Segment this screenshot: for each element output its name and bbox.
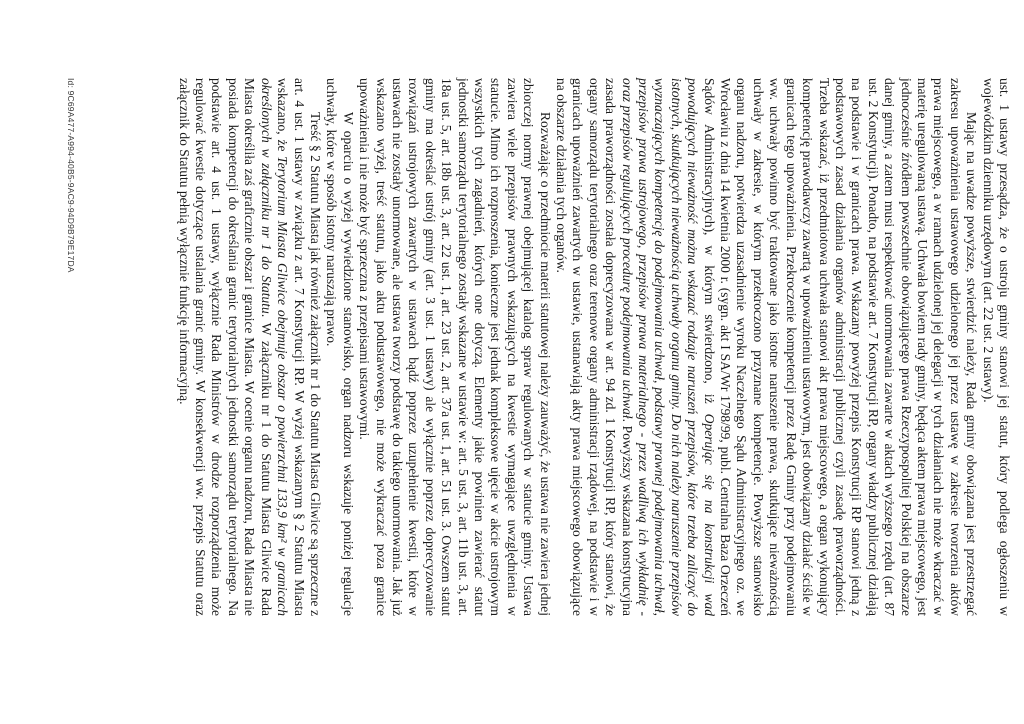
document-id-footer: Id: 9C69A477-A994-40B5-9AC9-94D9B79E17DA [66, 78, 76, 273]
court-quotation: Operując się na konstrukcji wad powodujących nieważność można wskazać rodzaje naruszeń przepisów, które trzeba zaliczyć do istotnych, skutkujących nieważnością uchwały organu gminy. Do nich należy naruszenie przepisów wyznaczających kompetencję do podejmowania uchwał, podstawy prawnej podejmowania uchwał, przepisów prawa ustrojowego, przepisów prawa materialnego - przez wadliwą ich wykładnię - oraz przepisów regulujących procedurę podejmowania uchwał [619, 78, 717, 617]
paragraph-text: . W załączniku nr 1 do Statutu Miasta Gliwice Rada Miasta określiła zaś graficznie obszar i granice Miasta. W ocenie organu nadzoru, Rada Miasta nie posiada kompetencji do określania granic terytorialnych jednostki samorządu terytorialnego. Na podstawie art. 4 ust. 1 ustawy, wyłącznie Rada Ministrów w drodze rozporządzenia może regulować kwestie dotyczące ustalania granic gminy. W konsekwencji ww. przepis Statutu oraz załącznik do Statutu pełnią wyłącznie funkcję informacyjną. [176, 78, 274, 616]
paragraph-supervisory-position: W oparciu o wyżej wywiedzione stanowisko, organ nadzoru wskazuje poniżej regulacje uchwały, które w sposób istotny naruszają prawo. [324, 78, 356, 616]
paragraph-text: Mając na uwadze powyższe, stwierdzić należy, Rada gminy obowiązana jest przestrzegać zakresu upoważnienia ustawowego udzielonego jej przez ustawę w zakresie tworzenia aktów prawa miejscowego, a w ramach udzielonej jej delegacji w tych działaniach nie może wkraczać w materię uregulowaną ustawą. Uchwała bowiem rady gminy, będąca aktem prawa miejscowego, jest jednocześnie źródłem powszechnie obowiązującego prawa Rzeczypospolitej Polskiej na obszarze danej gminy, a zatem musi respektować unormowania zawarte w aktach wyższego rzędu (art. 87 ust. 2 Konstytucji). Ponadto, na podstawie art. 7 Konstytucji RP, organy władzy publicznej działają na podstawie i w granicach prawa. Wskazany powyżej przepis Konstytucji RP stanowi jedną z podstawowych zasad działania organów administracji publicznej czyli zasadę praworządności. Trzeba wskazać, iż przedmiotowa uchwała stanowi akt prawa miejscowego, a organ wykonujący kompetencję prawodawczy zawartą w upoważnieniu ustawowym, jest obowiązany działać ściśle w granicach tego upoważnienia. Przekroczenie kompetencji przez Radę Gminy przy podejmowaniu ww. uchwały powinno być traktowane jako istotne naruszenie prawa, skutkujące nieważnością uchwały w zakresie, w którym przekroczono przyznane kompetencje. Powyższe stanowisko organu nadzoru, potwierdza uzasadnienie wyroku Naczelnego Sądu Administracyjnego oz. we Wrocławiu z dnia 14 kwietnia 2000 r. (sygn. akt I SA/Wr 1798/99, publ. Centralna Baza Orzeczeń Sądów Administracyjnych), w którym stwierdzono, iż [701, 78, 980, 616]
paragraph-text: Treść § 2 Statutu Miasta jak również załącznik nr 1 do Statutu Miasta Gliwice są sprzeczne z art. 4 ust. 1 ustawy w związku z art. 7 Konstytucji RP. W wyżej wskazanym § 2 Statutu Miasta wskazano, że [275, 78, 323, 616]
document-body [175, 78, 1012, 616]
paragraph-section-2-analysis [175, 78, 323, 616]
statute-quotation: Terytorium Miasta Gliwice obejmuje obszar o powierzchni 133,9 km² w granicach określonych w załączniku nr 1 do Statutu [258, 78, 291, 616]
paragraph-statute-ordinance: ust. 1 ustawy przesądza, że o ustroju gminy stanowi jej statut, który podlega ogłoszeniu w wojewódzkim dzienniku urzędowym (art. 22 ust. 2 ustawy). [980, 78, 1012, 616]
paragraph-legal-reasoning [553, 78, 980, 616]
paragraph-statutory-matter: Rozważając o przedmiocie materii statutowej należy zauważyć, że ustawa nie zawiera jednej zbiorczej normy prawnej obejmującej katalog spraw regulowanych w statucie gminy. Ustawa zawiera wiele przepisów prawnych wskazujących na kwestie wymagające uwzględnienia w statucie. Mimo ich rozproszenia, konieczne jest jednak kompleksowe ujęcie w akcie ustrojowym wszystkich tych zagadnień, których one dotyczą. Elementy jakie powinien zawierać statut jednostki samorządu terytorialnego zostały wskazane w ustawie w: art. 5 ust. 3, art. 11b ust. 3, art. 18a ust. 5, art. 18b ust. 3, art. 22 ust. 1, art. 23 ust. 2, art. 37a ust. 1, art. 51 ust. 3. Owszem statut gminy ma określać ustrój gminy (art. 3 ust. 1 ustawy) ale wyłącznie poprzez doprecyzowanie rozwiązań ustrojowych zawartych w ustawach bądź poprzez uzupełnienie kwestii, które w ustawach nie zostały unormowane, ale ustawa tworzy podstawę do takiego unormowania. Jak już wskazano wyżej, treść statutu, jako aktu podustawowego, nie może wykraczać poza granice upoważnienia i nie może być sprzeczna z przepisami ustawowymi. [357, 78, 553, 616]
paragraph-text: . Powyższy wskazana konstytucyjna zasada praworządności została doprecyzowana w art. 94 zd. 1 Konstytucji RP, który stanowi, że organy samorządu terytorialnego oraz terenowe organy administracji rządowej, na podstawie i w granicach upoważnień zawartych w ustawie, ustanawiają akty prawa miejscowego obowiązujące na obszarze działania tych organów. [554, 78, 635, 616]
